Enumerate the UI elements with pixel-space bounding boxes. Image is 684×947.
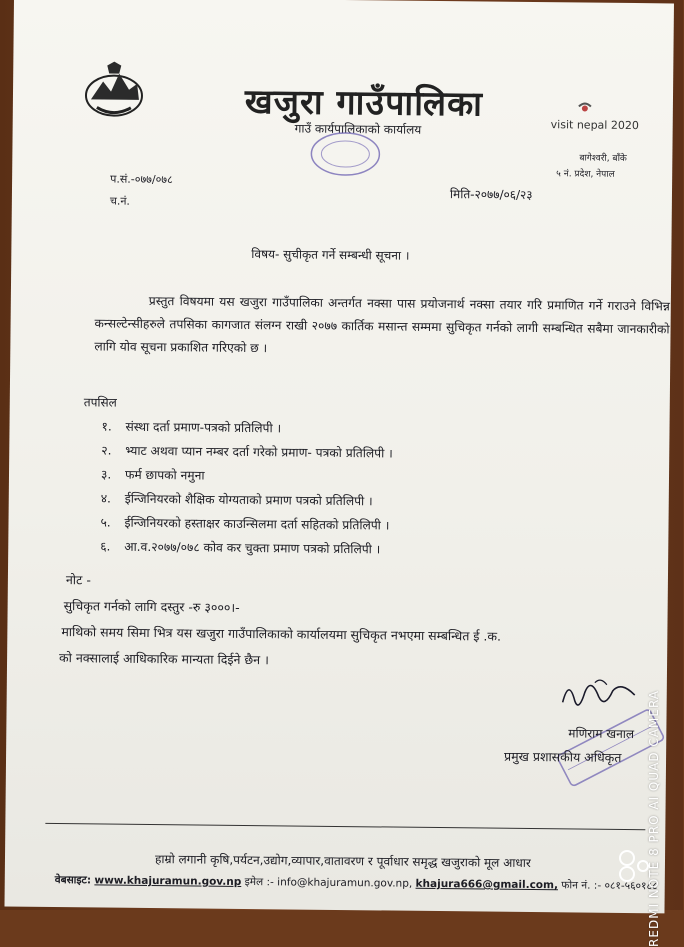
website-label: वेबसाइट: — [54, 874, 92, 887]
address-line-1: बागेश्वरी, बाँके — [579, 153, 627, 164]
list-item: ४. ईन्जिनियरको शैक्षिक योग्यताको प्रमाण पत्रको प्रतिलिपी । — [100, 491, 373, 509]
email-primary[interactable]: info@khajuramun.gov.np, — [277, 876, 413, 890]
notice-document — [4, 0, 673, 913]
camera-lens-icon — [618, 848, 658, 884]
chalani-number: च.नं. — [109, 194, 131, 208]
camera-watermark: REDMI NOTE 8 PRO AI QUAD CAMERA — [647, 690, 661, 947]
notice-subject: विषय- सुचीकृत गर्ने सम्बन्धी सूचना । — [251, 247, 410, 263]
note-line-fee: सुचिकृत गर्नको लागि दस्तुर -रु ३०००।- — [63, 598, 240, 615]
note-heading: नोट - — [65, 572, 91, 588]
note-line-deadline: माथिको समय सिमा भित्र यस खजुरा गाउँपालिकाको कार्यालयमा सुचिकृत नभएमा सम्बन्धित ई .क. — [61, 624, 502, 644]
svg-text:visit nepal 2020: visit nepal 2020 — [550, 118, 639, 133]
signer-name: मणिराम खनाल — [568, 726, 635, 742]
email-secondary[interactable]: khajura666@gmail.com, — [415, 877, 559, 892]
list-item: १. संस्था दर्ता प्रमाण-पत्रको प्रतिलिपी । — [101, 419, 282, 436]
notice-body: प्रस्तुत विषयमा यस खजुरा गाउँपालिका अन्तर्गत नक्सा पास प्रयोजनार्थ नक्सा तयार गरि प्रमाणित गर्ने गराउने विभिन्न कन्सल्टेन्सीहरुले तपसिका कागजात संलग्न राखी २०७७ कार्तिक मसान्त सम्ममा सुचिकृत गर्नको लागी सम्बन्धित सबैमा जानकारीको लागि योव सूचना प्रकाशित गरिएको छ । — [94, 293, 670, 356]
list-item: ३. फर्म छापको नमुना — [100, 467, 205, 483]
government-emblem-icon — [83, 59, 146, 120]
address-line-2: ५ नं. प्रदेश, नेपाल — [556, 169, 615, 180]
note-line-validity: को नक्सालाई आधिकारिक मान्यता दिईने छैन । — [59, 650, 269, 668]
office-stamp-top — [308, 130, 382, 179]
footer-motto: हाम्रो लगानी कृषि,पर्यटन,उद्योग,व्यापार,वातावरण र पूर्वाधार समृद्ध खजुराको मूल आधार — [154, 852, 531, 871]
list-heading: तपसिल — [83, 395, 117, 410]
phone-number: ०८१-५६०१८८ — [604, 879, 658, 893]
notice-date: मिति-२०७७/०६/२३ — [449, 187, 533, 202]
requirements-list — [100, 417, 393, 564]
office-subtitle: गाउँ कार्यपालिकाको कार्यालय — [294, 121, 422, 137]
list-item: २. भ्याट अथवा प्यान नम्बर दर्ता गरेको प्रमाण- पत्रको प्रतिलिपी । — [101, 443, 393, 461]
footer-divider — [45, 823, 645, 830]
footer-contacts — [55, 873, 658, 893]
visit-nepal-logo — [549, 100, 639, 141]
list-item: ५. ईन्जिनियरको हस्ताक्षर काउन्सिलमा दर्ता सहितको प्रतिलिपी । — [100, 515, 390, 533]
list-item: ६. आ.व.२०७७/०७८ कोव कर चुक्ता प्रमाण पत्रको प्रतिलिपी । — [100, 539, 381, 557]
email-label: इमेल :- — [244, 876, 274, 889]
municipality-title: खजुरा गाउँपालिका — [244, 81, 484, 125]
signer-designation: प्रमुख प्रशासकीय अधिकृत — [504, 748, 622, 765]
patra-sankhya: प.सं.-०७७/०७८ — [110, 172, 173, 187]
phone-label: फोन नं. :- — [561, 879, 602, 892]
website-link[interactable]: www.khajuramun.gov.np — [94, 874, 242, 888]
